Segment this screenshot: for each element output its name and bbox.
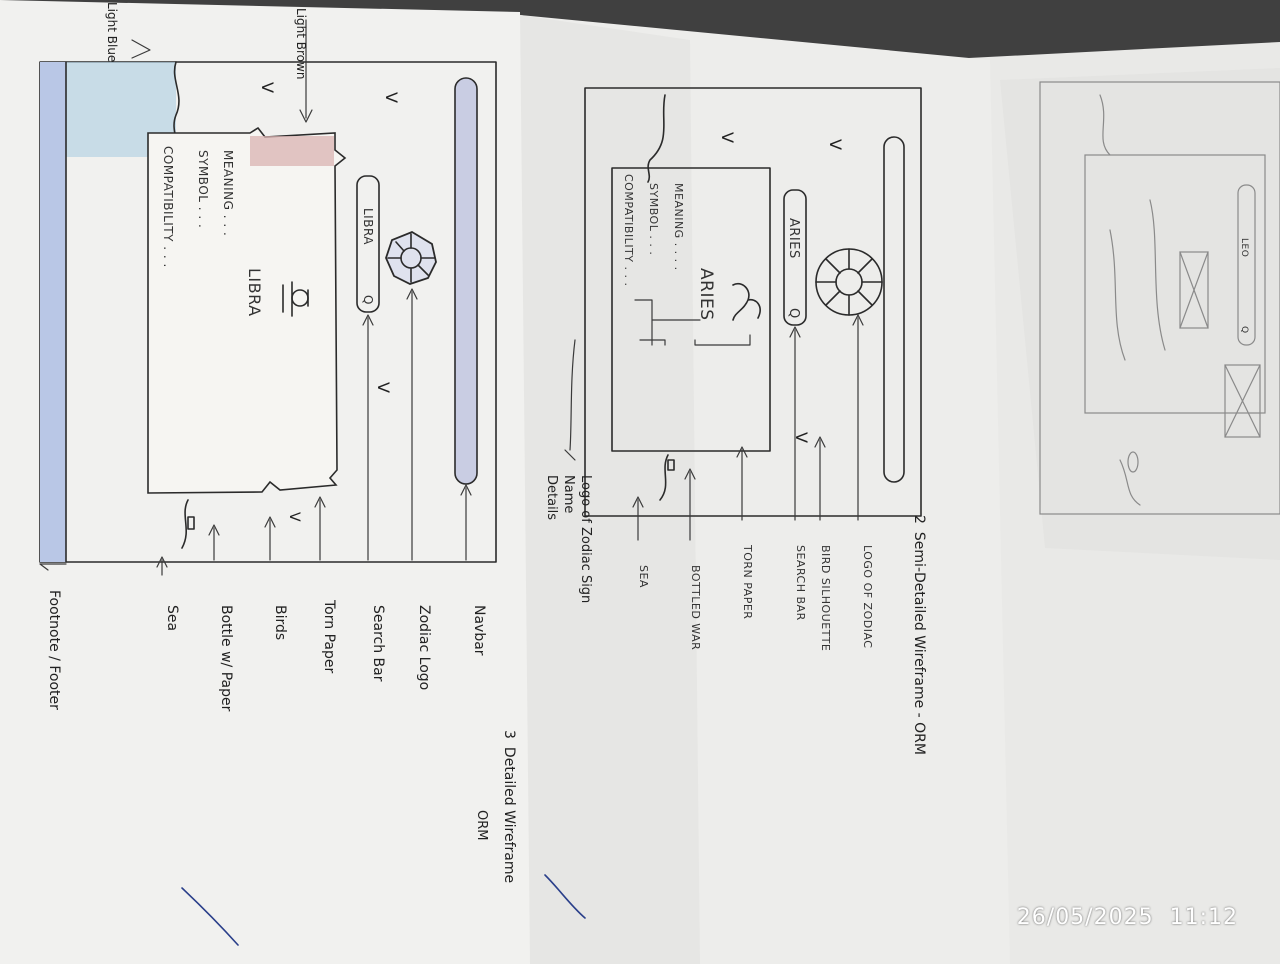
left-wire-navbar <box>455 78 477 484</box>
middle-wire-search-text: ARIES <box>786 218 801 259</box>
left-wire-bird-2: V <box>258 82 277 93</box>
middle-wire-detail-compatibility: COMPATIBILITY . . . <box>622 174 635 287</box>
left-wire-torn-paper-brown-strip <box>250 136 334 166</box>
left-label-torn-paper: Torn Paper <box>321 600 337 674</box>
middle-title: 2Semi-Detailed Wireframe - ORM <box>911 515 927 755</box>
right-wire-search-icon: Q <box>1239 326 1249 334</box>
left-label-zodiac-logo: Zodiac Logo <box>416 605 432 691</box>
left-label-sea: Sea <box>164 605 180 632</box>
sheet-middle <box>520 15 1010 964</box>
left-wire-search-icon: Q <box>361 295 375 305</box>
middle-label-bird-silhouette: BIRD SILHOUETTE <box>819 545 832 652</box>
middle-label-search-bar: SEARCH BAR <box>794 545 807 621</box>
left-label-birds: Birds <box>272 605 288 641</box>
left-label-footer: Footnote / Footer <box>46 590 62 710</box>
middle-wire-bird-3: V <box>792 432 811 443</box>
timestamp-date: 26/05/2025 <box>1016 905 1154 930</box>
middle-wire-detail-meaning: MEANING . . . . <box>672 183 685 271</box>
left-label-bottle-w-paper: Bottle w/ Paper <box>218 605 234 712</box>
left-wire-sign-name: LIBRA <box>245 268 264 317</box>
left-wire-search-text: LIBRA <box>361 208 375 246</box>
left-note-light-blue: Light Blue <box>105 2 119 63</box>
middle-label-logo-of-zodiac: LOGO OF ZODIAC <box>861 545 874 649</box>
middle-label-bottled-war: BOTTLED WAR <box>689 565 702 651</box>
left-title: 3Detailed Wireframe <box>501 730 517 884</box>
left-wire-detail-meaning: MEANING . . . <box>221 150 235 237</box>
left-note-light-brown: Light Brown <box>294 8 308 80</box>
left-label-search-bar: Search Bar <box>370 605 386 682</box>
left-wire-footer <box>40 62 66 562</box>
left-wire-bird-4: V <box>286 512 302 522</box>
timestamp-time: 11:12 <box>1169 905 1238 930</box>
left-wire-detail-compatibility: COMPATIBILITY . . . <box>161 146 175 268</box>
timestamp-overlay <box>1017 905 1238 930</box>
middle-wire-sign-name: ARIES <box>696 268 716 321</box>
right-wire-search-text: LEO <box>1239 238 1249 258</box>
left-wire-bird-3: V <box>374 382 393 393</box>
middle-wire-search-icon: Q <box>786 308 801 319</box>
sheet-left <box>0 0 530 964</box>
left-label-navbar: Navbar <box>471 605 487 656</box>
middle-label-sea: SEA <box>637 565 650 588</box>
left-subtitle: ORM <box>474 810 489 841</box>
left-wire-bird-1: V <box>382 92 401 103</box>
middle-label-logo-of-zodiac-sign: Logo of Zodiac Sign <box>578 475 593 604</box>
middle-label-name: Name <box>561 475 576 514</box>
middle-wire-detail-symbol: SYMBOL . . . <box>647 183 660 256</box>
middle-wire-bird-2: V <box>826 139 845 150</box>
middle-wire-bird-1: V <box>718 132 737 143</box>
left-wire-detail-symbol: SYMBOL . . . <box>196 150 210 229</box>
middle-label-torn-paper: TORN PAPER <box>741 545 754 620</box>
middle-label-details: Details <box>544 475 559 521</box>
